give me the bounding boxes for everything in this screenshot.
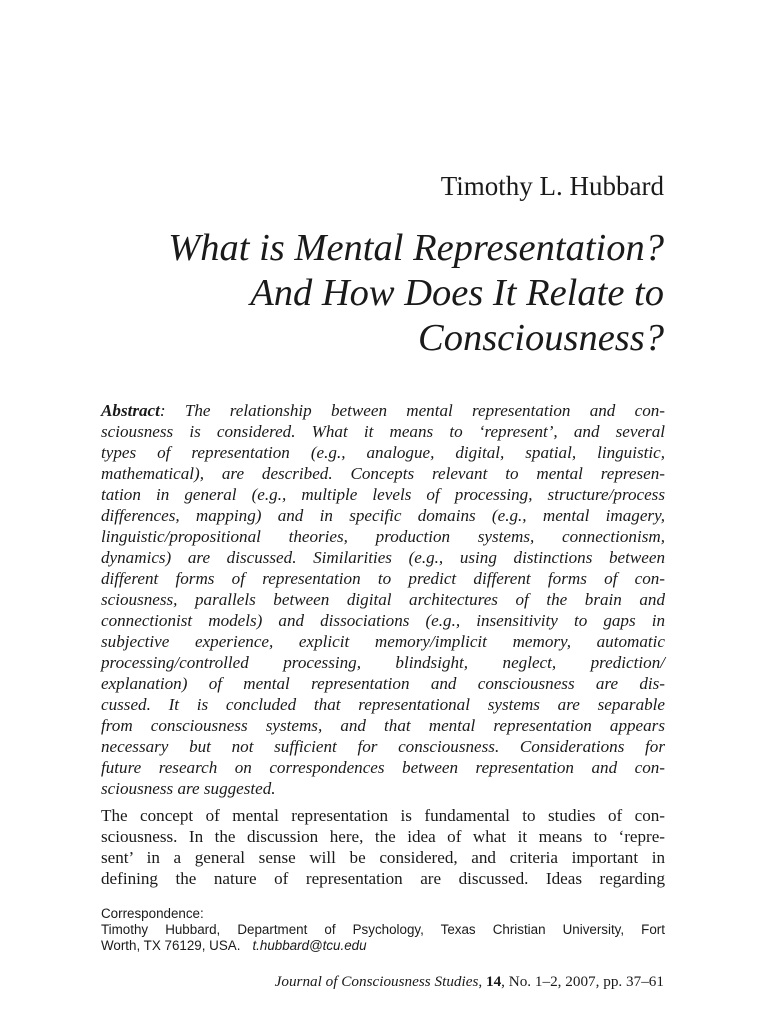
abstract-line: linguistic/propositional theories, production systems, connectionism, [101,527,665,546]
body-paragraph [101,805,665,889]
citation-details: , No. 1–2, 2007, pp. 37–61 [501,973,664,990]
abstract-line: types of representation (e.g., analogue, digital, spatial, linguistic, [101,443,665,462]
abstract-line: subjective experience, explicit memory/implicit memory, automatic [101,632,665,651]
abstract-line: sciousness, parallels between digital architectures of the brain and [101,590,665,609]
title-line: And How Does It Relate to [250,272,664,314]
abstract-line: explanation) of mental representation and consciousness are dis- [101,674,665,693]
title-line: What is Mental Representation? [168,227,664,269]
abstract-first-line: : The relationship between mental representation and con- [159,401,665,420]
abstract-line: dynamics) are discussed. Similarities (e.g., using distinctions between [101,548,665,567]
correspondence-note [101,906,665,954]
abstract [101,400,665,799]
correspondence-email[interactable]: t.hubbard@tcu.edu [252,938,367,953]
journal-name: Journal of Consciousness Studies [274,973,479,990]
abstract-line: connectionist models) and dissociations (e.g., insensitivity to gaps in [101,611,665,630]
abstract-line: cussed. It is concluded that representational systems are separable [101,695,665,714]
abstract-line: differences, mapping) and in specific domains (e.g., mental imagery, [101,506,665,525]
correspondence-address: Timothy Hubbard, Department of Psychology, Texas Christian University, Fort [101,922,665,937]
title-line: Consciousness? [418,317,664,359]
citation-sep: , [478,973,486,990]
journal-citation [100,972,664,992]
abstract-line: sciousness are suggested. [101,779,276,798]
body-line: defining the nature of representation are discussed. Ideas regarding [101,869,665,888]
body-line: The concept of mental representation is fundamental to studies of con- [101,806,665,825]
body-line: sent’ in a general sense will be considered, and criteria important in [101,848,665,867]
body-line: sciousness. In the discussion here, the idea of what it means to ‘repre- [101,827,665,846]
abstract-line: processing/controlled processing, blindsight, neglect, prediction/ [101,653,665,672]
abstract-line: tation in general (e.g., multiple levels of processing, structure/process [101,485,665,504]
abstract-line: sciousness is considered. What it means to ‘represent’, and several [101,422,665,441]
abstract-line: different forms of representation to predict different forms of con- [101,569,665,588]
abstract-line: from consciousness systems, and that mental representation appears [101,716,665,735]
abstract-line: future research on correspondences between representation and con- [101,758,665,777]
author-name: Timothy L. Hubbard [440,171,664,201]
abstract-line: mathematical), are described. Concepts relevant to mental represen- [101,464,665,483]
abstract-line: necessary but not sufficient for consciousness. Considerations for [101,737,665,756]
correspondence-heading: Correspondence: [101,906,204,921]
correspondence-address-2 [101,938,665,954]
abstract-line [101,400,665,421]
abstract-label: Abstract [101,401,160,420]
paper-title [80,226,664,361]
correspondence-city: Worth, TX 76129, USA. [101,938,241,953]
journal-volume: 14 [485,973,502,990]
